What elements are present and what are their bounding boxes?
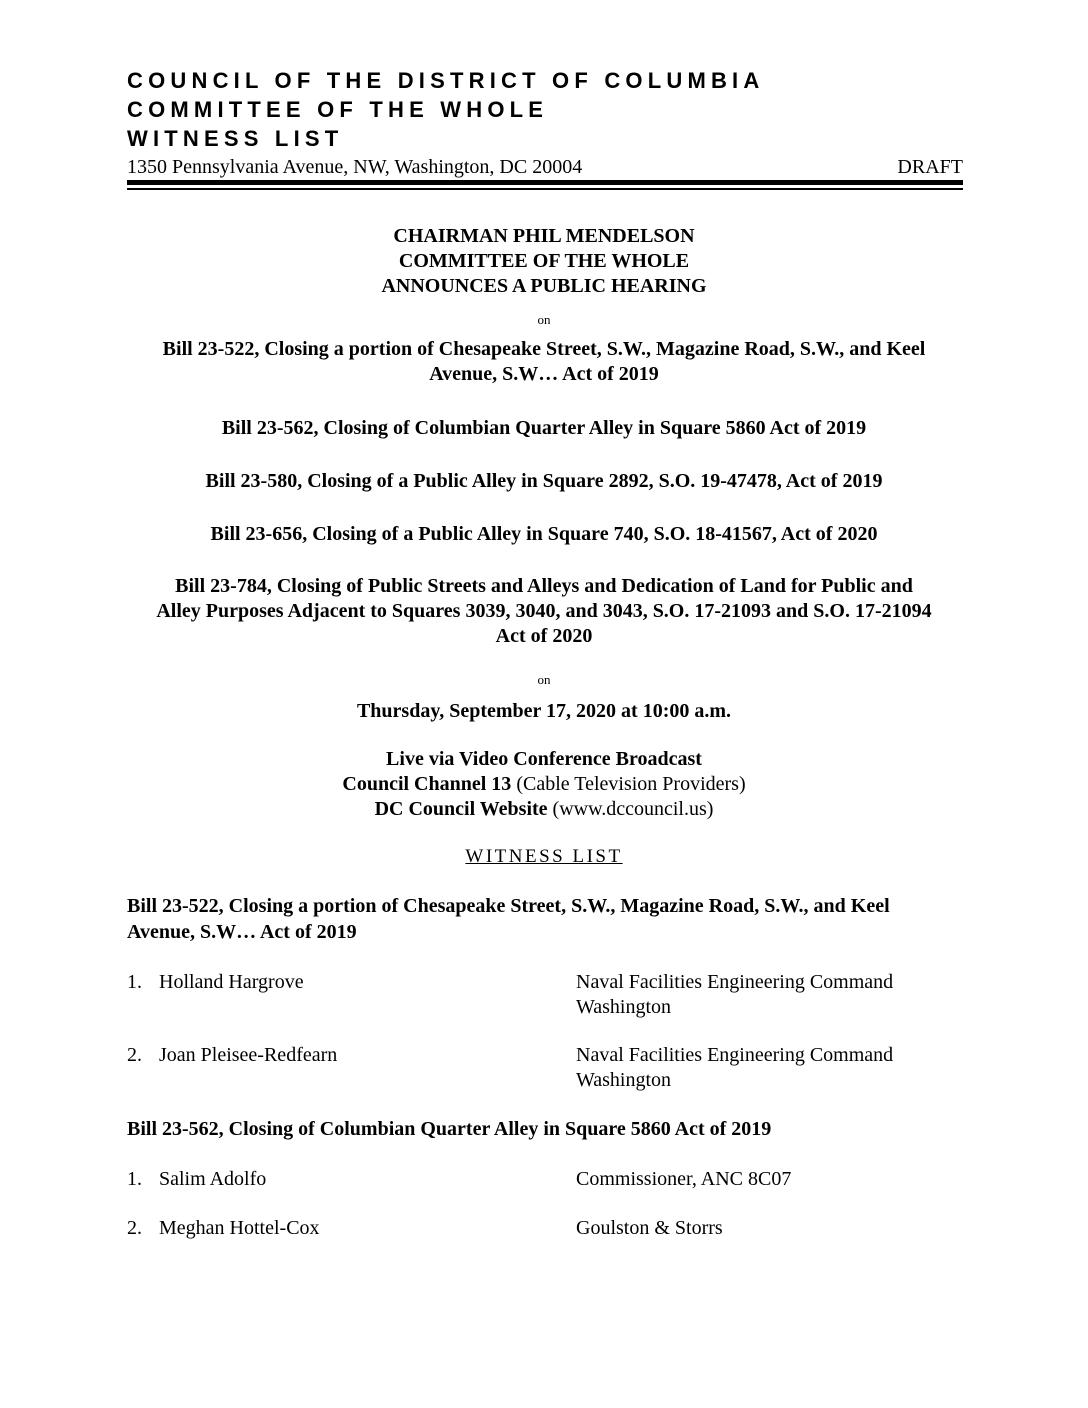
witness-number: 1. <box>127 971 142 993</box>
witness-number: 2. <box>127 1217 142 1239</box>
bill-item <box>100 416 988 441</box>
letterhead-doc-type: WITNESS LIST <box>127 126 344 151</box>
hearing-datetime: Thursday, September 17, 2020 at 10:00 a.m. <box>356 700 732 722</box>
section-title-line: Bill 23-522, Closing a portion of Chesapeake Street, S.W., Magazine Road, S.W., and Keel <box>127 895 890 917</box>
announcement-chairman: CHAIRMAN PHIL MENDELSON <box>393 225 695 247</box>
on-label-2: on <box>537 672 551 687</box>
bill-item <box>100 574 988 649</box>
witness-name: Meghan Hottel-Cox <box>159 1217 320 1239</box>
broadcast-website <box>100 797 988 822</box>
draft-label: DRAFT <box>897 156 963 178</box>
bill-line: Bill 23-784, Closing of Public Streets and Alleys and Dedication of Land for Public and <box>175 575 913 597</box>
channel-name: Council Channel 13 <box>342 773 512 795</box>
bill-item <box>100 522 988 547</box>
announcement <box>100 224 988 299</box>
org-line: Naval Facilities Engineering Command <box>576 971 894 993</box>
witness-organization <box>576 970 966 1020</box>
org-line: Washington <box>576 1069 672 1091</box>
bill-line: Alley Purposes Adjacent to Squares 3039, 3040, and 3043, S.O. 17-21093 and S.O. 17-21094 <box>156 600 932 622</box>
header-rule-thin <box>127 188 963 190</box>
address: 1350 Pennsylvania Avenue, NW, Washington, DC 20004 <box>127 156 583 178</box>
witness-organization <box>576 1167 966 1192</box>
witness-number: 1. <box>127 1168 142 1190</box>
witness-list-heading: WITNESS LIST <box>465 846 623 867</box>
broadcast-title: Live via Video Conference Broadcast <box>386 748 702 770</box>
header-rule-thick <box>127 180 963 185</box>
bill-item <box>100 469 988 494</box>
org-line: Washington <box>576 996 672 1018</box>
announcement-committee: COMMITTEE OF THE WHOLE <box>398 250 690 272</box>
bill-line: Act of 2020 <box>495 625 593 647</box>
bill-line: Bill 23-580, Closing of a Public Alley in Square 2892, S.O. 19-47478, Act of 2019 <box>205 470 883 492</box>
on-label-1: on <box>537 312 551 327</box>
witness-number: 2. <box>127 1044 142 1066</box>
bill-line: Bill 23-656, Closing of a Public Alley in Square 740, S.O. 18-41567, Act of 2020 <box>210 523 878 545</box>
org-line: Goulston & Storrs <box>576 1217 723 1239</box>
bill-line: Bill 23-522, Closing a portion of Chesapeake Street, S.W., Magazine Road, S.W., and Keel <box>162 338 926 360</box>
address-row <box>127 153 963 181</box>
bill-line: Bill 23-562, Closing of Columbian Quarter Alley in Square 5860 Act of 2019 <box>221 417 867 439</box>
org-line: Naval Facilities Engineering Command <box>576 1044 894 1066</box>
witness-name: Salim Adolfo <box>159 1168 267 1190</box>
channel-note: (Cable Television Providers) <box>511 773 746 795</box>
section-title-line: Bill 23-562, Closing of Columbian Quarter Alley in Square 5860 Act of 2019 <box>127 1118 772 1140</box>
announcement-hearing: ANNOUNCES A PUBLIC HEARING <box>381 275 707 297</box>
website-url: (www.dccouncil.us) <box>547 798 714 820</box>
section-title-line: Avenue, S.W… Act of 2019 <box>127 921 357 943</box>
letterhead-council: COUNCIL OF THE DISTRICT OF COLUMBIA <box>127 68 765 93</box>
section-title <box>127 1116 967 1142</box>
org-line: Commissioner, ANC 8C07 <box>576 1168 792 1190</box>
broadcast-channel <box>100 772 988 797</box>
bill-line: Avenue, S.W… Act of 2019 <box>429 363 659 385</box>
website-name: DC Council Website <box>374 798 548 820</box>
witness-organization <box>576 1043 966 1093</box>
witness-name: Joan Pleisee-Redfearn <box>159 1044 338 1066</box>
section-title <box>127 893 967 945</box>
letterhead <box>127 66 963 181</box>
broadcast-info <box>100 747 988 822</box>
witness-name: Holland Hargrove <box>159 971 304 993</box>
bill-item <box>100 337 988 387</box>
witness-organization <box>576 1216 966 1241</box>
letterhead-committee: COMMITTEE OF THE WHOLE <box>127 97 549 122</box>
